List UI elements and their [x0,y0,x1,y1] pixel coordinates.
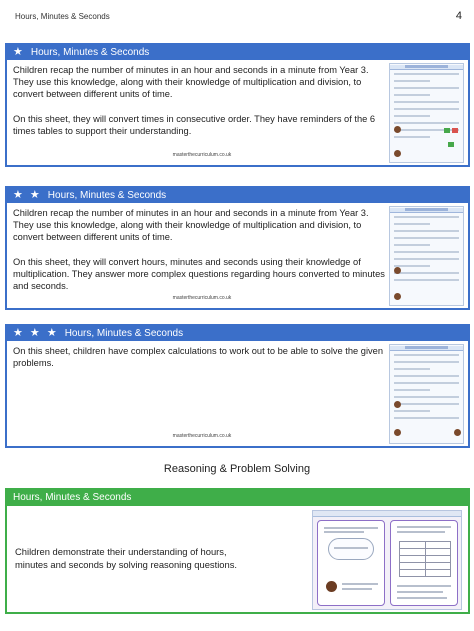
section-title: Reasoning & Problem Solving [163,463,311,475]
card-two-star [5,186,470,310]
character-icon [394,126,401,133]
reasoning-card [5,488,470,614]
question-panel [390,520,458,606]
page-number: 4 [455,10,462,22]
worksheet-thumbnail [312,510,462,610]
card-three-star [5,324,470,448]
card-header [7,326,468,341]
worksheet-thumbnail [389,344,464,444]
star-icon: ★ ★ [13,189,42,201]
question-panel [317,520,385,606]
card-paragraph: On this sheet, they will convert hours, minutes and seconds using their knowledge of multiplication. They answer more complex questions regarding hours converted to minutes and seconds. [13,256,385,292]
card-header [7,188,468,203]
tile-icon [452,128,458,133]
tile-icon [448,142,454,147]
character-icon [454,429,461,436]
card-title: Hours, Minutes & Seconds [7,490,468,506]
card-title: Hours, Minutes & Seconds [30,47,150,58]
page-header-title: Hours, Minutes & Seconds [15,12,110,21]
card-description [13,207,385,292]
card-description: Children demonstrate their understanding of hours, minutes and seconds by solving reasoning questions. [15,546,238,570]
worksheet-thumbnail [389,206,464,306]
card-title: Hours, Minutes & Seconds [47,190,167,201]
card-header [7,45,468,60]
star-icon: ★ [13,46,25,58]
character-icon [394,267,401,274]
worksheet-thumbnail [389,63,464,163]
card-url: masterthecurriculum.co.uk [172,152,232,158]
card-title: Hours, Minutes & Seconds [64,328,184,339]
character-icon [394,401,401,408]
card-paragraph: On this sheet, they will convert times in consecutive order. They have reminders of the 6 times tables to support their understanding. [13,113,376,136]
thought-bubble-icon [328,538,374,560]
character-icon [326,581,337,592]
card-paragraph: Children recap the number of minutes in an hour and seconds in a minute from Year 3. They use this knowledge, along with their knowledge of multiplication and division, to convert between different units of time. [13,208,369,243]
star-icon: ★ ★ ★ [13,327,59,339]
character-icon [394,150,401,157]
tile-icon [444,128,450,133]
character-icon [394,429,401,436]
card-url: masterthecurriculum.co.uk [172,295,232,301]
card-url: masterthecurriculum.co.uk [172,433,232,439]
data-table [399,541,451,577]
card-description [13,345,385,369]
card-paragraph: On this sheet, children have complex calculations to work out to be able to solve the given problems. [13,346,384,369]
card-one-star [5,43,470,167]
card-paragraph: Children recap the number of minutes in an hour and seconds in a minute from Year 3. They use this knowledge, along with their knowledge of multiplication and division, to convert between different units of time. [13,65,369,100]
card-description [13,64,385,137]
character-icon [394,293,401,300]
